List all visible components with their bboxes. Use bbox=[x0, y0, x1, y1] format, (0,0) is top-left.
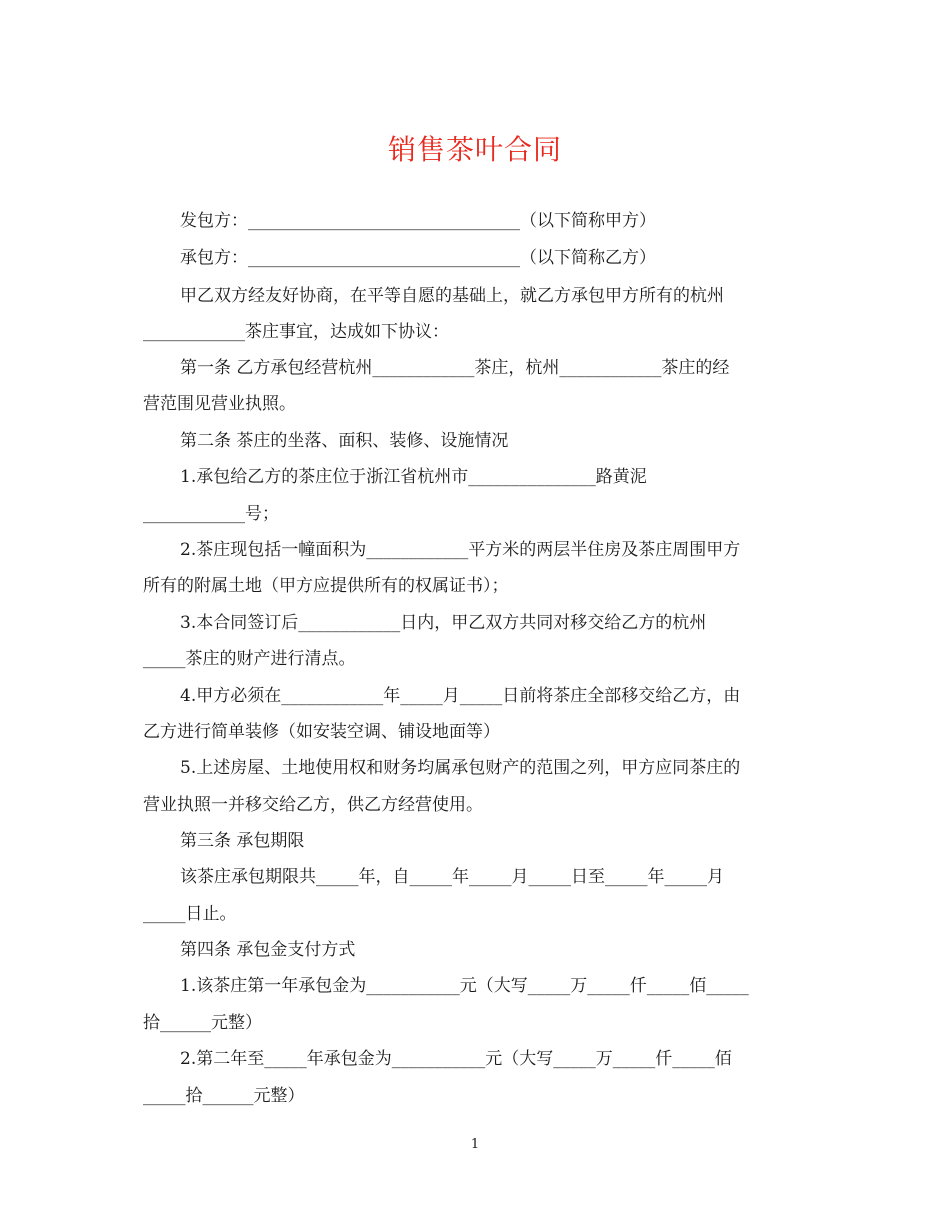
clause-4-2-line-1: 2.第二年至_____年承包金为___________元（大写_____万_____仟_____佰 bbox=[180, 1049, 732, 1069]
article-2-heading: 第二条 茶庄的坐落、面积、装修、设施情况 bbox=[180, 431, 509, 451]
preamble-line-1: 甲乙双方经友好协商，在平等自愿的基础上，就乙方承包甲方所有的杭州 bbox=[180, 286, 724, 306]
clause-2-2-line-1: 2.茶庄现包括一幢面积为____________平方米的两层半住房及茶庄周围甲方 bbox=[180, 540, 741, 560]
party-b-line: 承包方：________________________________（以下简称乙方） bbox=[180, 248, 656, 268]
page-number: 1 bbox=[470, 1137, 480, 1152]
clause-2-5-line-1: 5.上述房屋、土地使用权和财务均属承包财产的范围之列，甲方应同茶庄的 bbox=[180, 758, 741, 778]
article-1-line-1: 第一条 乙方承包经营杭州____________茶庄，杭州____________茶庄的经 bbox=[180, 358, 730, 378]
article-3-line-1: 该茶庄承包期限共_____年，自_____年_____月_____日至_____年_____月 bbox=[180, 867, 724, 887]
clause-4-1-line-1: 1.该茶庄第一年承包金为___________元（大写_____万_____仟_____佰_____ bbox=[180, 976, 749, 996]
clause-2-1-line-1: 1.承包给乙方的茶庄位于浙江省杭州市_______________路黄泥 bbox=[180, 467, 647, 487]
document-title: 销售茶叶合同 bbox=[387, 133, 562, 166]
clause-2-4-line-2: 乙方进行简单装修（如安装空调、铺设地面等） bbox=[143, 722, 500, 742]
article-3-heading: 第三条 承包期限 bbox=[180, 831, 305, 851]
clause-2-3-line-2: _____茶庄的财产进行清点。 bbox=[143, 649, 356, 669]
preamble-line-2: ____________茶庄事宜，达成如下协议： bbox=[143, 322, 449, 342]
article-4-heading: 第四条 承包金支付方式 bbox=[180, 940, 356, 960]
clause-4-2-line-2: _____拾______元整） bbox=[143, 1086, 305, 1106]
article-3-line-2: _____日止。 bbox=[143, 904, 237, 924]
party-a-line: 发包方：________________________________（以下简称甲方） bbox=[180, 211, 656, 231]
clause-2-3-line-1: 3.本合同签订后____________日内，甲乙双方共同对移交给乙方的杭州 bbox=[180, 613, 707, 633]
clause-2-4-line-1: 4.甲方必须在____________年_____月_____日前将茶庄全部移交给乙方，由 bbox=[180, 686, 741, 706]
clause-2-1-line-2: ____________号； bbox=[143, 504, 279, 524]
article-1-line-2: 营范围见营业执照。 bbox=[143, 394, 296, 414]
clause-2-5-line-2: 营业执照一并移交给乙方，供乙方经营使用。 bbox=[143, 795, 483, 815]
clause-4-1-line-2: 拾______元整） bbox=[143, 1013, 262, 1033]
clause-2-2-line-2: 所有的附属土地（甲方应提供所有的权属证书）； bbox=[143, 576, 509, 596]
